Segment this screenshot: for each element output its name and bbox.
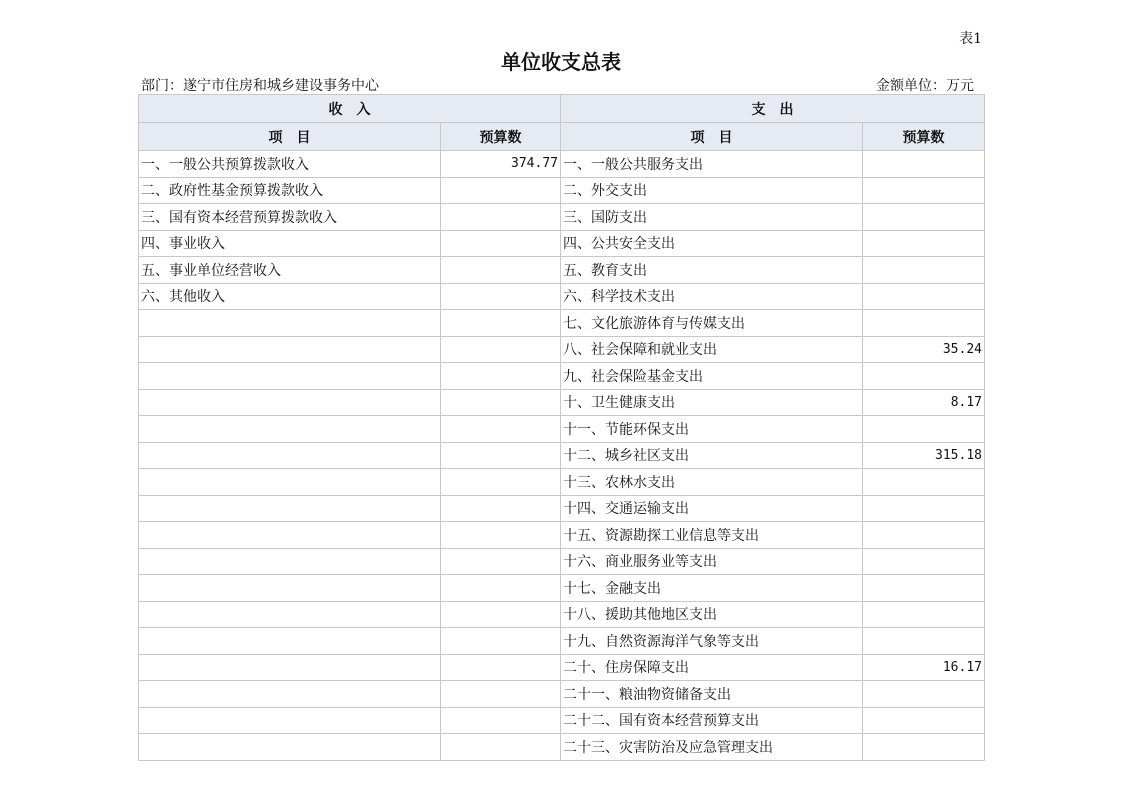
- table-row: [139, 283, 985, 310]
- expense-item-cell: 一、一般公共服务支出: [561, 151, 863, 178]
- expense-budget-cell: 315.18: [863, 442, 985, 469]
- income-budget-cell: [441, 389, 561, 416]
- expense-budget-cell: [863, 230, 985, 257]
- income-item-cell: [139, 654, 441, 681]
- expense-item-cell: 十、卫生健康支出: [561, 389, 863, 416]
- income-item-cell: [139, 548, 441, 575]
- expense-item-cell: 九、社会保险基金支出: [561, 363, 863, 390]
- amount-unit-label: 金额单位：万元: [876, 78, 974, 94]
- table-row: [139, 707, 985, 734]
- table-row: [139, 416, 985, 443]
- expense-item-cell: 二十二、国有资本经营预算支出: [561, 707, 863, 734]
- expense-budget-cell: [863, 707, 985, 734]
- expense-budget-cell: [863, 601, 985, 628]
- table-row: [139, 177, 985, 204]
- expense-budget-cell: [863, 416, 985, 443]
- department-label: 部门：遂宁市住房和城乡建设事务中心: [141, 78, 379, 94]
- income-item-cell: 四、事业收入: [139, 230, 441, 257]
- table-row: [139, 389, 985, 416]
- income-item-cell: 三、国有资本经营预算拨款收入: [139, 204, 441, 231]
- income-item-cell: [139, 363, 441, 390]
- income-budget-cell: [441, 416, 561, 443]
- table-row: [139, 495, 985, 522]
- income-budget-cell: [441, 336, 561, 363]
- income-item-cell: [139, 681, 441, 708]
- income-budget-cell: [441, 707, 561, 734]
- income-item-cell: [139, 469, 441, 496]
- expense-item-cell: 八、社会保障和就业支出: [561, 336, 863, 363]
- income-budget-cell: [441, 257, 561, 284]
- expense-budget-cell: [863, 522, 985, 549]
- income-item-cell: [139, 310, 441, 337]
- table-row: [139, 230, 985, 257]
- expense-budget-cell: [863, 363, 985, 390]
- income-budget-cell: 374.77: [441, 151, 561, 178]
- table-number: 表1: [959, 31, 982, 47]
- expense-item-cell: 十四、交通运输支出: [561, 495, 863, 522]
- income-budget-cell: [441, 628, 561, 655]
- income-item-cell: [139, 734, 441, 761]
- income-budget-cell: [441, 230, 561, 257]
- expense-item-cell: 七、文化旅游体育与传媒支出: [561, 310, 863, 337]
- expense-budget-cell: [863, 283, 985, 310]
- expense-budget-cell: 8.17: [863, 389, 985, 416]
- expense-item-cell: 二、外交支出: [561, 177, 863, 204]
- income-budget-cell: [441, 522, 561, 549]
- income-budget-cell: [441, 442, 561, 469]
- income-item-cell: 五、事业单位经营收入: [139, 257, 441, 284]
- budget-summary-table: [138, 94, 985, 761]
- expense-item-cell: 十九、自然资源海洋气象等支出: [561, 628, 863, 655]
- table-row: [139, 336, 985, 363]
- expense-budget-cell: [863, 548, 985, 575]
- income-item-cell: [139, 416, 441, 443]
- table-row: [139, 257, 985, 284]
- expense-budget-cell: [863, 151, 985, 178]
- income-item-cell: [139, 575, 441, 602]
- table-row: [139, 575, 985, 602]
- income-item-cell: 一、一般公共预算拨款收入: [139, 151, 441, 178]
- table-row: [139, 654, 985, 681]
- income-item-cell: [139, 389, 441, 416]
- income-budget-cell: [441, 548, 561, 575]
- table-row: [139, 628, 985, 655]
- expense-item-cell: 十一、节能环保支出: [561, 416, 863, 443]
- expense-item-cell: 十七、金融支出: [561, 575, 863, 602]
- income-section-header: 收 入: [139, 95, 561, 123]
- income-budget-column-header: 预算数: [441, 123, 561, 151]
- expense-section-header: 支 出: [561, 95, 985, 123]
- expense-budget-cell: [863, 310, 985, 337]
- table-row: [139, 151, 985, 178]
- income-budget-cell: [441, 310, 561, 337]
- expense-budget-cell: [863, 257, 985, 284]
- expense-item-cell: 六、科学技术支出: [561, 283, 863, 310]
- expense-item-cell: 十三、农林水支出: [561, 469, 863, 496]
- income-item-column-header: 项 目: [139, 123, 441, 151]
- expense-budget-cell: [863, 628, 985, 655]
- expense-budget-cell: [863, 575, 985, 602]
- income-item-cell: [139, 628, 441, 655]
- expense-item-cell: 四、公共安全支出: [561, 230, 863, 257]
- income-budget-cell: [441, 654, 561, 681]
- page-title: 单位收支总表: [501, 50, 621, 74]
- expense-budget-cell: [863, 495, 985, 522]
- table-row: [139, 204, 985, 231]
- income-budget-cell: [441, 469, 561, 496]
- expense-budget-cell: 35.24: [863, 336, 985, 363]
- table-row: [139, 363, 985, 390]
- expense-item-cell: 十二、城乡社区支出: [561, 442, 863, 469]
- income-budget-cell: [441, 204, 561, 231]
- table-row: [139, 734, 985, 761]
- expense-item-cell: 十五、资源勘探工业信息等支出: [561, 522, 863, 549]
- expense-budget-cell: [863, 681, 985, 708]
- income-budget-cell: [441, 734, 561, 761]
- expense-item-cell: 十八、援助其他地区支出: [561, 601, 863, 628]
- expense-item-cell: 五、教育支出: [561, 257, 863, 284]
- expense-budget-cell: [863, 469, 985, 496]
- income-item-cell: [139, 601, 441, 628]
- table-row: [139, 681, 985, 708]
- table-row: [139, 548, 985, 575]
- expense-budget-cell: 16.17: [863, 654, 985, 681]
- income-item-cell: [139, 495, 441, 522]
- income-budget-cell: [441, 495, 561, 522]
- income-budget-cell: [441, 681, 561, 708]
- expense-budget-cell: [863, 177, 985, 204]
- income-item-cell: 二、政府性基金预算拨款收入: [139, 177, 441, 204]
- table-row: [139, 310, 985, 337]
- income-budget-cell: [441, 363, 561, 390]
- income-budget-cell: [441, 575, 561, 602]
- table-row: [139, 442, 985, 469]
- income-budget-cell: [441, 283, 561, 310]
- expense-item-cell: 三、国防支出: [561, 204, 863, 231]
- expense-budget-column-header: 预算数: [863, 123, 985, 151]
- table-body: [139, 151, 985, 761]
- expense-item-cell: 二十一、粮油物资储备支出: [561, 681, 863, 708]
- table-row: [139, 469, 985, 496]
- income-budget-cell: [441, 601, 561, 628]
- income-budget-cell: [441, 177, 561, 204]
- expense-item-cell: 十六、商业服务业等支出: [561, 548, 863, 575]
- expense-item-cell: 二十、住房保障支出: [561, 654, 863, 681]
- table-row: [139, 522, 985, 549]
- expense-budget-cell: [863, 734, 985, 761]
- expense-budget-cell: [863, 204, 985, 231]
- income-item-cell: [139, 336, 441, 363]
- expense-item-column-header: 项 目: [561, 123, 863, 151]
- income-item-cell: 六、其他收入: [139, 283, 441, 310]
- income-item-cell: [139, 707, 441, 734]
- expense-item-cell: 二十三、灾害防治及应急管理支出: [561, 734, 863, 761]
- income-item-cell: [139, 522, 441, 549]
- table-row: [139, 601, 985, 628]
- income-item-cell: [139, 442, 441, 469]
